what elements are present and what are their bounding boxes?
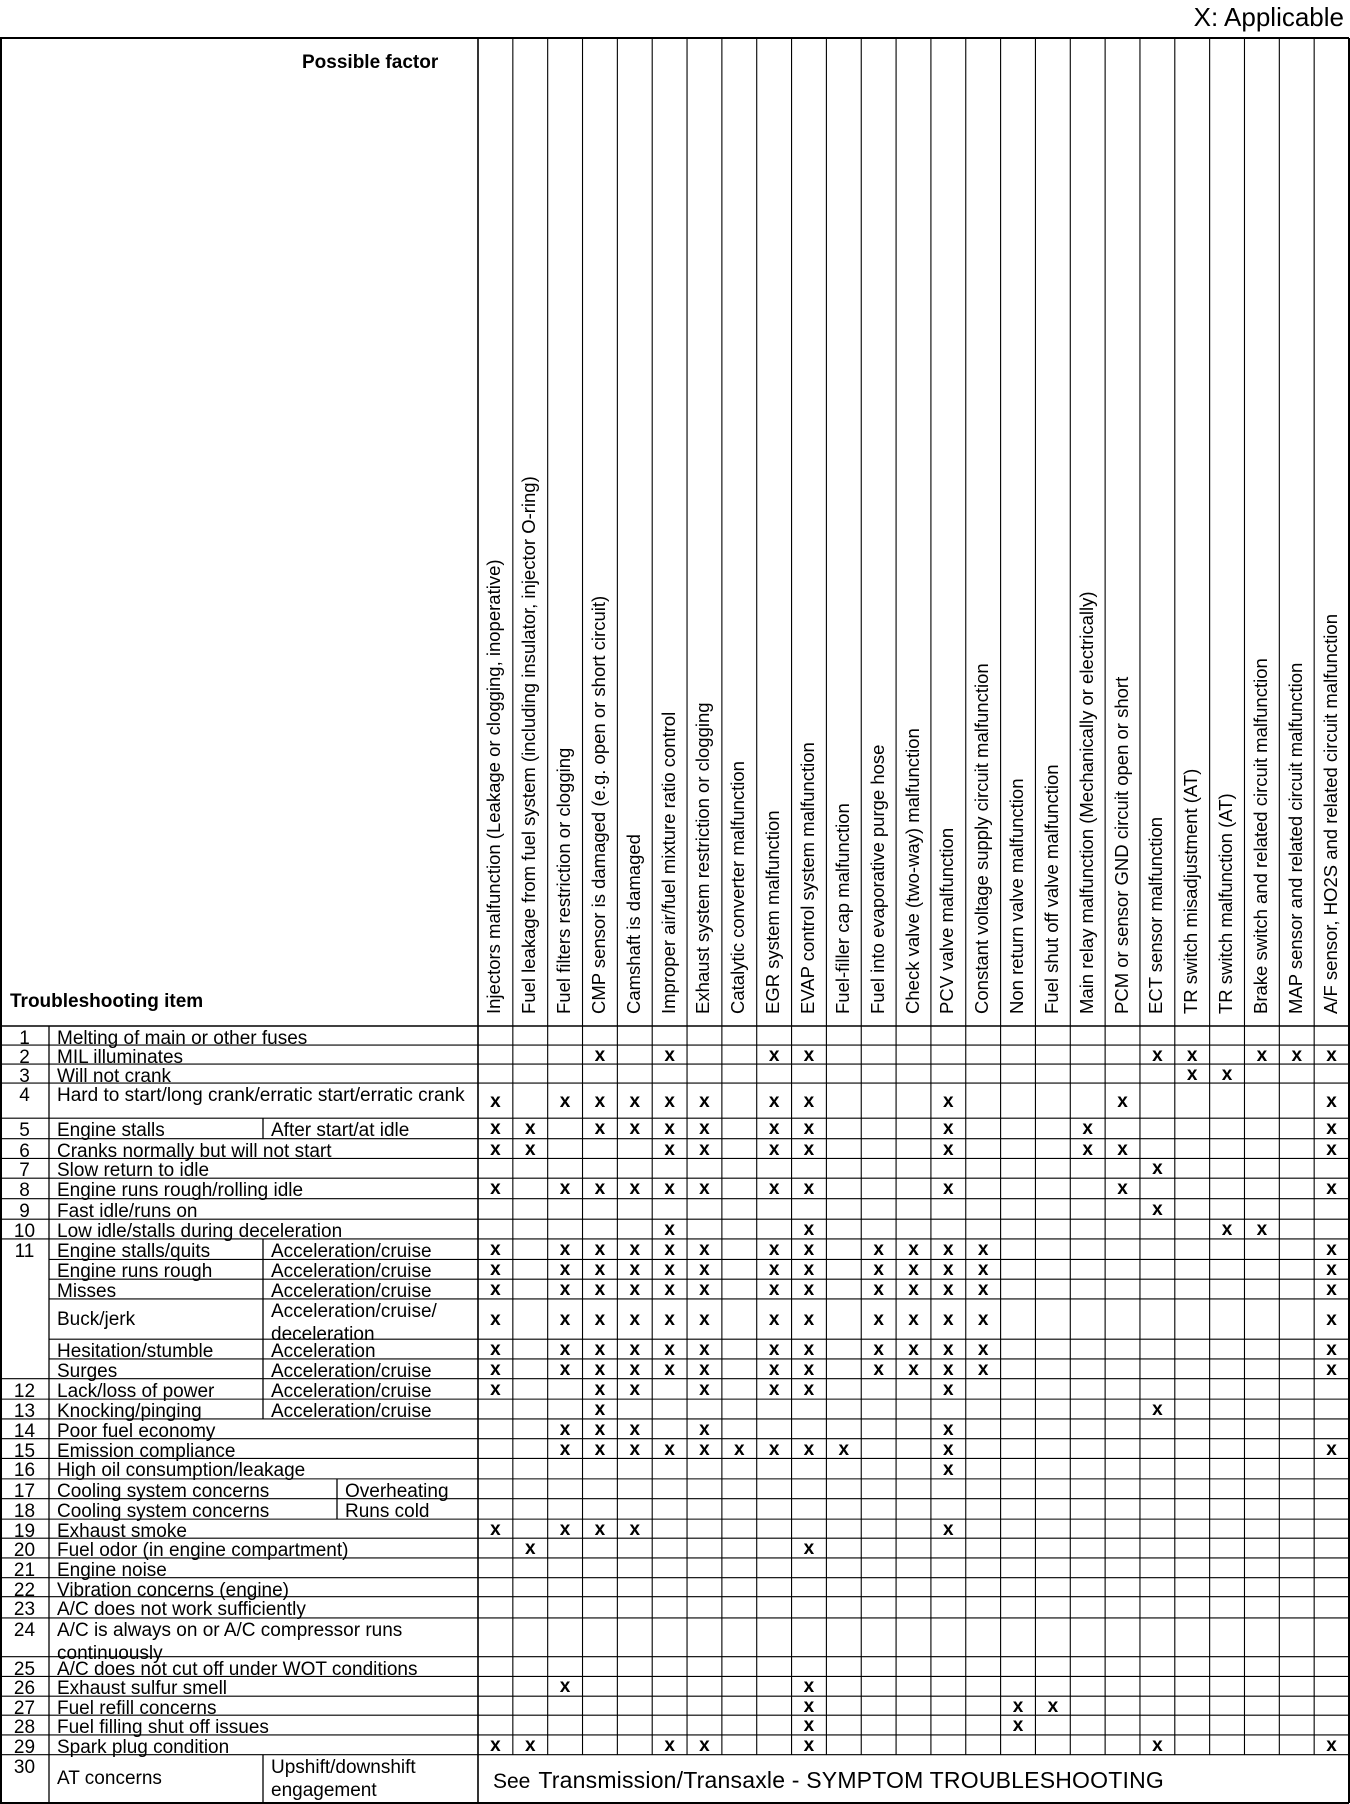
applicable-mark: x bbox=[699, 1378, 710, 1400]
applicable-mark: x bbox=[524, 1538, 536, 1560]
row-item-label: Misses bbox=[57, 1281, 117, 1303]
factor-column-header: Camshaft is damaged bbox=[622, 834, 644, 1014]
row-number: 25 bbox=[13, 1658, 36, 1680]
applicable-mark: x bbox=[559, 1309, 571, 1331]
troubleshooting-item-label: Troubleshooting item bbox=[10, 991, 204, 1012]
applicable-mark: x bbox=[803, 1309, 815, 1331]
applicable-mark: x bbox=[594, 1418, 606, 1440]
applicable-mark: x bbox=[768, 1178, 780, 1200]
applicable-mark: x bbox=[490, 1118, 501, 1140]
applicable-mark: x bbox=[1186, 1063, 1198, 1085]
applicable-mark: x bbox=[699, 1358, 710, 1380]
row-item-label: Engine noise bbox=[57, 1559, 167, 1581]
row-condition-label: Acceleration/cruise bbox=[271, 1380, 432, 1402]
applicable-mark: x bbox=[943, 1279, 954, 1301]
applicable-mark: x bbox=[594, 1438, 606, 1460]
applicable-mark: x bbox=[943, 1239, 954, 1261]
applicable-mark: x bbox=[943, 1358, 954, 1380]
applicable-mark: x bbox=[629, 1279, 641, 1301]
applicable-mark: x bbox=[768, 1309, 780, 1331]
applicable-mark: x bbox=[768, 1438, 780, 1460]
applicable-mark: x bbox=[838, 1438, 850, 1460]
applicable-mark: x bbox=[1152, 1044, 1163, 1066]
row-item-label: Engine stalls/quits bbox=[57, 1240, 211, 1262]
applicable-mark: x bbox=[664, 1358, 675, 1380]
applicable-mark: x bbox=[629, 1178, 641, 1200]
applicable-mark: x bbox=[768, 1378, 780, 1400]
applicable-mark: x bbox=[873, 1339, 884, 1361]
applicable-mark: x bbox=[1291, 1044, 1303, 1066]
applicable-mark: x bbox=[803, 1138, 815, 1160]
row-item-label: Cooling system concerns bbox=[57, 1480, 270, 1502]
row-number: 5 bbox=[19, 1120, 30, 1142]
applicable-mark: x bbox=[1326, 1044, 1337, 1066]
factor-column-header: Fuel shut off valve malfunction bbox=[1040, 764, 1062, 1014]
row-item-label: Cooling system concerns bbox=[57, 1500, 270, 1522]
factor-column-header: CMP sensor is damaged (e.g. open or short circuit) bbox=[587, 595, 609, 1014]
applicable-mark: x bbox=[1326, 1259, 1337, 1281]
factor-column-header: ECT sensor malfunction bbox=[1145, 816, 1167, 1014]
applicable-mark: x bbox=[803, 1178, 815, 1200]
row-item-label: Fast idle/runs on bbox=[57, 1200, 198, 1222]
applicable-mark: x bbox=[559, 1358, 571, 1380]
applicable-mark: x bbox=[1117, 1138, 1128, 1160]
row-number: 6 bbox=[19, 1140, 30, 1162]
applicable-mark: x bbox=[768, 1259, 780, 1281]
applicable-mark: x bbox=[1117, 1090, 1128, 1112]
row-number: 21 bbox=[13, 1559, 36, 1581]
applicable-mark: x bbox=[664, 1339, 675, 1361]
row-number: 12 bbox=[13, 1380, 36, 1402]
applicable-mark: x bbox=[1012, 1715, 1024, 1737]
applicable-mark: x bbox=[768, 1358, 780, 1380]
applicable-mark: x bbox=[559, 1090, 571, 1112]
applicable-mark: x bbox=[1221, 1063, 1233, 1085]
factor-column-header: Fuel leakage from fuel system (including insulator, injector O-ring) bbox=[518, 476, 540, 1014]
row-item-label: A/C does not work sufficiently bbox=[57, 1598, 306, 1620]
applicable-mark: x bbox=[803, 1676, 815, 1698]
factor-column-header: TR switch malfunction (AT) bbox=[1215, 793, 1237, 1014]
applicable-mark: x bbox=[977, 1309, 989, 1331]
applicable-mark: x bbox=[559, 1339, 571, 1361]
applicable-mark: x bbox=[943, 1458, 954, 1480]
applicable-mark: x bbox=[1326, 1438, 1337, 1460]
applicable-mark: x bbox=[699, 1279, 710, 1301]
applicable-mark: x bbox=[1326, 1279, 1337, 1301]
applicable-mark: x bbox=[629, 1358, 641, 1380]
row-number: 10 bbox=[13, 1221, 36, 1243]
applicable-mark: x bbox=[594, 1044, 606, 1066]
applicable-mark: x bbox=[768, 1118, 780, 1140]
row-number: 18 bbox=[13, 1500, 36, 1522]
row-number: 22 bbox=[13, 1579, 36, 1601]
factor-column-header: Non return valve malfunction bbox=[1006, 778, 1028, 1014]
applicable-mark: x bbox=[699, 1339, 710, 1361]
row-condition-label: Upshift/downshift engagement bbox=[271, 1756, 416, 1801]
applicable-mark: x bbox=[594, 1378, 606, 1400]
applicable-mark: x bbox=[1256, 1219, 1268, 1241]
factor-column-header: EVAP control system malfunction bbox=[796, 742, 818, 1014]
row-condition-label: Acceleration bbox=[271, 1341, 376, 1363]
factor-column-header: Improper air/fuel mixture ratio control bbox=[657, 711, 679, 1014]
row-number: 8 bbox=[19, 1180, 30, 1202]
applicable-mark: x bbox=[699, 1239, 710, 1261]
applicable-mark: x bbox=[908, 1358, 919, 1380]
applicable-mark: x bbox=[1326, 1178, 1337, 1200]
applicable-mark: x bbox=[699, 1138, 710, 1160]
applicable-mark: x bbox=[1186, 1044, 1198, 1066]
applicable-mark: x bbox=[768, 1239, 780, 1261]
applicable-mark: x bbox=[803, 1734, 815, 1756]
row-number: 16 bbox=[13, 1460, 36, 1482]
row-item-label: Will not crank bbox=[57, 1066, 172, 1088]
factor-column-header: MAP sensor and related circuit malfunction bbox=[1284, 662, 1306, 1014]
applicable-mark: x bbox=[490, 1090, 501, 1112]
row-number: 9 bbox=[19, 1200, 30, 1222]
applicable-mark: x bbox=[559, 1418, 571, 1440]
applicable-mark: x bbox=[490, 1309, 501, 1331]
row-item-label: Emission compliance bbox=[57, 1440, 236, 1462]
applicable-mark: x bbox=[629, 1259, 641, 1281]
applicable-mark: x bbox=[803, 1259, 815, 1281]
row-item-label: Cranks normally but will not start bbox=[57, 1140, 332, 1162]
applicable-mark: x bbox=[1152, 1158, 1163, 1180]
row-item-label: Surges bbox=[57, 1360, 118, 1382]
applicable-mark: x bbox=[629, 1118, 641, 1140]
applicable-mark: x bbox=[768, 1339, 780, 1361]
row-number: 7 bbox=[19, 1160, 30, 1182]
row-item-label: Hesitation/stumble bbox=[57, 1341, 214, 1363]
row-number: 23 bbox=[13, 1598, 36, 1620]
applicable-mark: x bbox=[803, 1339, 815, 1361]
applicable-mark: x bbox=[699, 1438, 710, 1460]
row-item-label: AT concerns bbox=[57, 1768, 162, 1790]
row-item-label: Buck/jerk bbox=[57, 1308, 136, 1330]
applicable-mark: x bbox=[977, 1279, 989, 1301]
factor-column-header: Fuel filters restriction or clogging bbox=[553, 747, 575, 1014]
applicable-mark: x bbox=[1047, 1695, 1059, 1717]
applicable-mark: x bbox=[768, 1044, 780, 1066]
applicable-mark: x bbox=[803, 1090, 815, 1112]
applicable-mark: x bbox=[629, 1418, 641, 1440]
row-item-label: Engine runs rough bbox=[57, 1261, 213, 1283]
applicable-mark: x bbox=[1326, 1339, 1337, 1361]
row-number: 29 bbox=[13, 1736, 36, 1758]
applicable-mark: x bbox=[943, 1438, 954, 1460]
row-item-label: High oil consumption/leakage bbox=[57, 1460, 306, 1482]
applicable-mark: x bbox=[629, 1090, 641, 1112]
row-number: 26 bbox=[13, 1678, 36, 1700]
row-number: 27 bbox=[13, 1698, 36, 1720]
applicable-mark: x bbox=[943, 1178, 954, 1200]
factor-column-header: TR switch misadjustment (AT) bbox=[1180, 768, 1202, 1014]
applicable-mark: x bbox=[943, 1090, 954, 1112]
factor-column-header: Check valve (two-way) malfunction bbox=[901, 728, 923, 1014]
applicable-mark: x bbox=[943, 1418, 954, 1440]
applicable-mark: x bbox=[594, 1399, 606, 1420]
applicable-mark: x bbox=[559, 1518, 571, 1540]
applicable-mark: x bbox=[664, 1090, 675, 1112]
row-number: 14 bbox=[13, 1420, 36, 1442]
applicable-mark: x bbox=[664, 1138, 675, 1160]
applicable-mark: x bbox=[524, 1734, 536, 1756]
row-number: 20 bbox=[13, 1540, 36, 1562]
applicable-mark: x bbox=[977, 1239, 989, 1261]
applicable-mark: x bbox=[664, 1259, 675, 1281]
applicable-mark: x bbox=[943, 1259, 954, 1281]
applicable-mark: x bbox=[490, 1239, 501, 1261]
row-item-label: Fuel filling shut off issues bbox=[57, 1717, 269, 1739]
applicable-mark: x bbox=[664, 1734, 675, 1756]
applicable-mark: x bbox=[559, 1178, 571, 1200]
row-condition-label: After start/at idle bbox=[271, 1120, 410, 1142]
applicable-mark: x bbox=[803, 1279, 815, 1301]
applicable-mark: x bbox=[594, 1239, 606, 1261]
row-item-label: Low idle/stalls during deceleration bbox=[57, 1221, 343, 1243]
applicable-mark: x bbox=[699, 1259, 710, 1281]
applicable-mark: x bbox=[699, 1418, 710, 1440]
applicable-mark: x bbox=[943, 1378, 954, 1400]
applicable-mark: x bbox=[908, 1309, 919, 1331]
row-item-label: Engine runs rough/rolling idle bbox=[57, 1180, 304, 1202]
row-condition-label: Acceleration/cruise bbox=[271, 1281, 432, 1303]
applicable-mark: x bbox=[803, 1438, 815, 1460]
applicable-mark: x bbox=[490, 1734, 501, 1756]
applicable-mark: x bbox=[943, 1309, 954, 1331]
see-reference: Transmission/Transaxle - SYMPTOM TROUBLESHOOTING bbox=[538, 1766, 1164, 1793]
applicable-mark: x bbox=[943, 1118, 954, 1140]
applicable-mark: x bbox=[908, 1339, 919, 1361]
see-reference-note bbox=[493, 1767, 1164, 1794]
row-number: 24 bbox=[13, 1619, 36, 1641]
row-item-label: Melting of main or other fuses bbox=[57, 1028, 308, 1049]
applicable-mark: x bbox=[524, 1118, 536, 1140]
applicable-mark: x bbox=[629, 1239, 641, 1261]
applicable-mark: x bbox=[664, 1239, 675, 1261]
row-number: 30 bbox=[13, 1756, 36, 1778]
applicable-mark: x bbox=[908, 1239, 919, 1261]
factor-column-header: Constant voltage supply circuit malfunction bbox=[971, 663, 993, 1014]
row-number: 3 bbox=[19, 1066, 30, 1088]
applicable-mark: x bbox=[490, 1358, 501, 1380]
applicable-mark: x bbox=[699, 1309, 710, 1331]
applicable-mark: x bbox=[1082, 1138, 1093, 1160]
applicable-mark: x bbox=[803, 1044, 815, 1066]
applicable-mark: x bbox=[664, 1219, 675, 1241]
applicable-mark: x bbox=[1221, 1219, 1233, 1241]
applicable-mark: x bbox=[977, 1358, 989, 1380]
applicable-mark: x bbox=[768, 1138, 780, 1160]
row-condition-label: Acceleration/cruise/ deceleration bbox=[271, 1300, 437, 1345]
applicable-mark: x bbox=[977, 1339, 989, 1361]
row-item-label: Exhaust smoke bbox=[57, 1521, 187, 1543]
applicable-mark: x bbox=[977, 1259, 989, 1281]
applicable-mark: x bbox=[1326, 1118, 1337, 1140]
applicable-mark: x bbox=[873, 1239, 884, 1261]
row-number: 2 bbox=[19, 1047, 30, 1069]
applicable-mark: x bbox=[768, 1090, 780, 1112]
applicable-mark: x bbox=[873, 1259, 884, 1281]
row-number: 28 bbox=[13, 1717, 36, 1739]
row-condition-label: Acceleration/cruise bbox=[271, 1261, 432, 1283]
factor-column-header: Fuel into evaporative purge hose bbox=[866, 744, 888, 1014]
applicable-mark: x bbox=[803, 1538, 815, 1560]
applicable-mark: x bbox=[803, 1239, 815, 1261]
applicable-mark: x bbox=[559, 1676, 571, 1698]
applicable-mark: x bbox=[490, 1339, 501, 1361]
row-item-label: Fuel odor (in engine compartment) bbox=[57, 1540, 349, 1562]
applicable-mark: x bbox=[594, 1279, 606, 1301]
applicable-mark: x bbox=[1117, 1178, 1128, 1200]
row-item-label: Knocking/pinging bbox=[57, 1401, 202, 1423]
applicable-mark: x bbox=[490, 1378, 501, 1400]
applicable-mark: x bbox=[1152, 1399, 1163, 1420]
row-number: 13 bbox=[13, 1401, 36, 1423]
applicable-mark: x bbox=[1152, 1734, 1163, 1756]
applicable-mark: x bbox=[1012, 1695, 1024, 1717]
applicable-mark: x bbox=[1326, 1239, 1337, 1261]
applicable-mark: x bbox=[594, 1358, 606, 1380]
applicable-mark: x bbox=[594, 1090, 606, 1112]
row-item-label: Poor fuel economy bbox=[57, 1420, 216, 1442]
applicable-mark: x bbox=[594, 1118, 606, 1140]
applicable-mark: x bbox=[803, 1378, 815, 1400]
applicable-mark: x bbox=[490, 1279, 501, 1301]
applicable-mark: x bbox=[803, 1695, 815, 1717]
applicable-mark: x bbox=[768, 1279, 780, 1301]
applicable-mark: x bbox=[629, 1518, 641, 1540]
applicable-mark: x bbox=[490, 1178, 501, 1200]
row-item-label: Lack/loss of power bbox=[57, 1380, 215, 1402]
legend-applicable: X: Applicable bbox=[1193, 2, 1344, 32]
applicable-mark: x bbox=[699, 1090, 710, 1112]
factor-column-header: Fuel-filler cap malfunction bbox=[831, 803, 853, 1014]
applicable-mark: x bbox=[873, 1309, 884, 1331]
applicable-mark: x bbox=[559, 1438, 571, 1460]
applicable-mark: x bbox=[803, 1715, 815, 1737]
applicable-mark: x bbox=[1082, 1118, 1093, 1140]
applicable-mark: x bbox=[664, 1044, 675, 1066]
row-item-label: Hard to start/long crank/erratic start/erratic crank bbox=[57, 1085, 465, 1107]
row-number: 4 bbox=[19, 1085, 30, 1107]
applicable-mark: x bbox=[699, 1178, 710, 1200]
row-item-label: Exhaust sulfur smell bbox=[57, 1678, 228, 1700]
applicable-mark: x bbox=[559, 1239, 571, 1261]
applicable-mark: x bbox=[629, 1309, 641, 1331]
applicable-mark: x bbox=[594, 1178, 606, 1200]
factor-column-header: Injectors malfunction (Leakage or clogging, inoperative) bbox=[483, 559, 505, 1014]
applicable-mark: x bbox=[1326, 1734, 1337, 1756]
applicable-mark: x bbox=[1152, 1198, 1163, 1220]
row-item-label: Slow return to idle bbox=[57, 1160, 210, 1182]
applicable-mark: x bbox=[664, 1178, 675, 1200]
row-number: 15 bbox=[13, 1440, 36, 1462]
applicable-mark: x bbox=[873, 1358, 884, 1380]
row-item-label: Spark plug condition bbox=[57, 1736, 230, 1758]
factor-column-header: Main relay malfunction (Mechanically or electrically) bbox=[1075, 591, 1097, 1014]
factor-column-header: Brake switch and related circuit malfunction bbox=[1249, 658, 1271, 1014]
row-condition-label: Runs cold bbox=[345, 1500, 430, 1522]
applicable-mark: x bbox=[490, 1138, 501, 1160]
factor-column-header: Catalytic converter malfunction bbox=[727, 761, 749, 1014]
row-item-label: MIL illuminates bbox=[57, 1047, 184, 1069]
row-item-label: A/C is always on or A/C compressor runs continuously bbox=[57, 1619, 403, 1664]
row-condition-label: Acceleration/cruise bbox=[271, 1240, 432, 1262]
row-item-label: Vibration concerns (engine) bbox=[57, 1579, 290, 1601]
applicable-mark: x bbox=[629, 1438, 641, 1460]
applicable-mark: x bbox=[664, 1118, 675, 1140]
applicable-mark: x bbox=[908, 1279, 919, 1301]
applicable-mark: x bbox=[664, 1309, 675, 1331]
applicable-mark: x bbox=[1326, 1090, 1337, 1112]
applicable-mark: x bbox=[1256, 1044, 1268, 1066]
applicable-mark: x bbox=[803, 1118, 815, 1140]
row-condition-label: Acceleration/cruise bbox=[271, 1360, 432, 1382]
see-word: See bbox=[493, 1769, 531, 1793]
factor-column-header: A/F sensor, HO2S and related circuit malfunction bbox=[1319, 614, 1341, 1014]
possible-factor-label: Possible factor bbox=[302, 52, 439, 73]
applicable-mark: x bbox=[594, 1339, 606, 1361]
applicable-mark: x bbox=[629, 1378, 641, 1400]
factor-column-header: PCM or sensor GND circuit open or short bbox=[1110, 676, 1132, 1014]
row-item-label: Fuel refill concerns bbox=[57, 1698, 217, 1720]
applicable-mark: x bbox=[943, 1138, 954, 1160]
row-number: 11 bbox=[14, 1240, 35, 1262]
applicable-mark: x bbox=[873, 1279, 884, 1301]
applicable-mark: x bbox=[524, 1138, 536, 1160]
applicable-mark: x bbox=[943, 1518, 954, 1540]
applicable-mark: x bbox=[803, 1358, 815, 1380]
applicable-mark: x bbox=[490, 1259, 501, 1281]
row-number: 1 bbox=[19, 1028, 30, 1049]
applicable-mark: x bbox=[490, 1518, 501, 1540]
factor-column-header: PCV valve malfunction bbox=[936, 827, 958, 1014]
applicable-mark: x bbox=[559, 1259, 571, 1281]
applicable-mark: x bbox=[559, 1279, 571, 1301]
applicable-mark: x bbox=[664, 1279, 675, 1301]
applicable-mark: x bbox=[664, 1438, 675, 1460]
row-number: 17 bbox=[13, 1480, 36, 1502]
applicable-mark: x bbox=[1326, 1358, 1337, 1380]
factor-column-header: EGR system malfunction bbox=[762, 810, 784, 1014]
applicable-mark: x bbox=[943, 1339, 954, 1361]
applicable-mark: x bbox=[908, 1259, 919, 1281]
applicable-mark: x bbox=[1326, 1309, 1337, 1331]
row-item-label: A/C does not cut off under WOT conditions bbox=[57, 1658, 418, 1680]
row-number: 19 bbox=[13, 1521, 36, 1543]
applicable-mark: x bbox=[629, 1339, 641, 1361]
applicable-mark: x bbox=[734, 1438, 745, 1460]
applicable-mark: x bbox=[594, 1309, 606, 1331]
row-item-label: Engine stalls bbox=[57, 1120, 165, 1142]
row-condition-label: Overheating bbox=[345, 1480, 449, 1502]
applicable-mark: x bbox=[594, 1518, 606, 1540]
applicable-mark: x bbox=[1326, 1138, 1337, 1160]
row-condition-label: Acceleration/cruise bbox=[271, 1401, 432, 1423]
applicable-mark: x bbox=[699, 1118, 710, 1140]
factor-column-header: Exhaust system restriction or clogging bbox=[692, 702, 714, 1014]
applicable-mark: x bbox=[594, 1259, 606, 1281]
applicable-mark: x bbox=[803, 1219, 815, 1241]
applicable-mark: x bbox=[699, 1734, 710, 1756]
